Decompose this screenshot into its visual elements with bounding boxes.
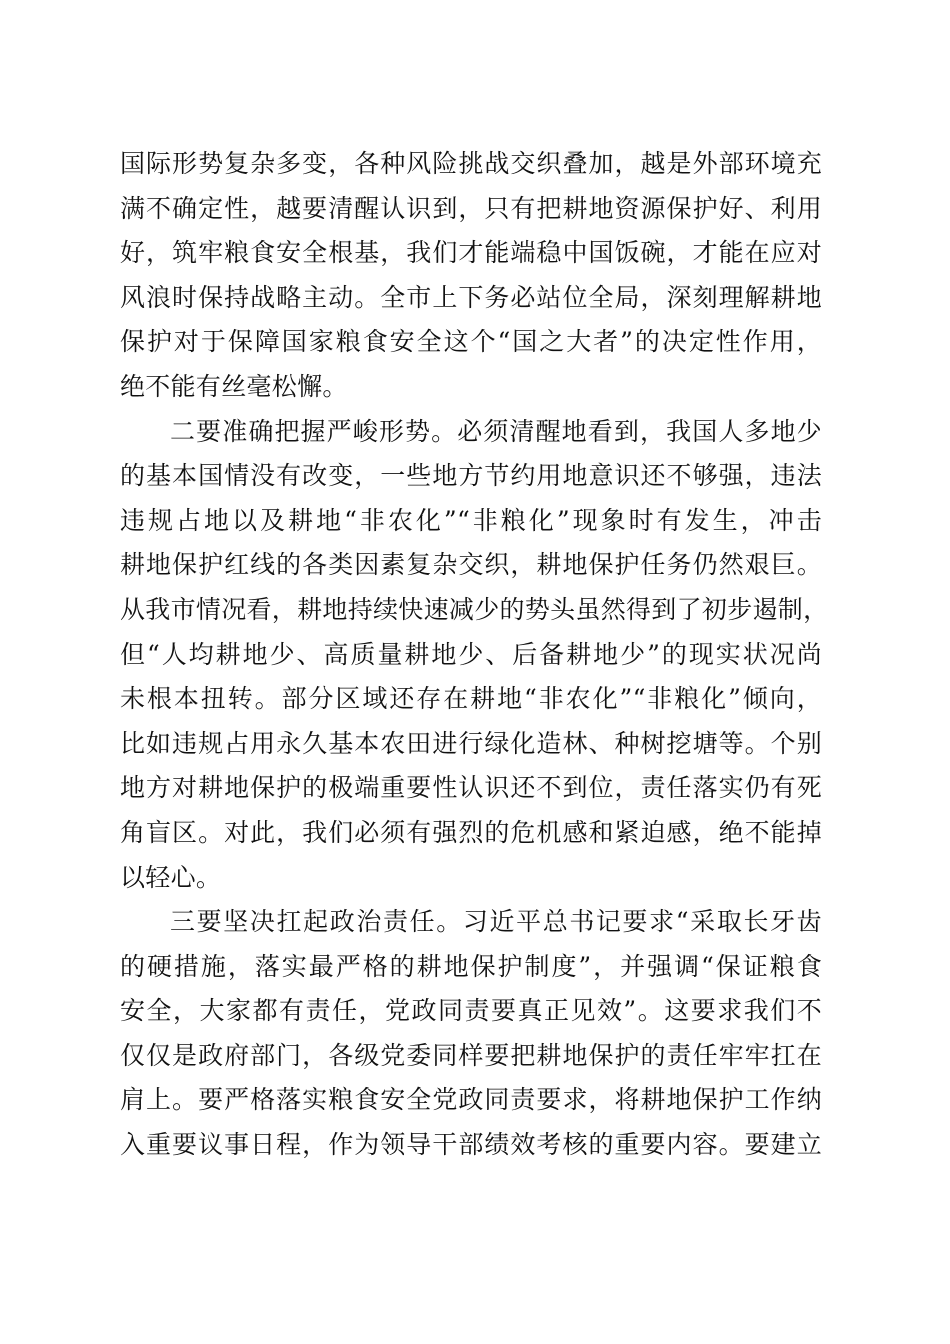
text-line: 二要准确把握严峻形势。必须清醒地看到，我国人多地少 <box>170 416 822 446</box>
text-line: 三要坚决扛起政治责任。习近平总书记要求“采取长牙齿 <box>170 907 822 937</box>
text-line: 肩上。要严格落实粮食安全党政同责要求，将耕地保护工作纳 <box>120 1085 822 1115</box>
text-line: 绝不能有丝毫松懈。 <box>120 371 348 401</box>
text-line: 仅仅是政府部门，各级党委同样要把耕地保护的责任牢牢扛在 <box>120 1040 822 1070</box>
text-line: 地方对耕地保护的极端重要性认识还不到位，责任落实仍有死 <box>120 773 822 803</box>
text-line: 但“人均耕地少、高质量耕地少、后备耕地少”的现实状况尚 <box>120 639 822 669</box>
text-line: 好，筑牢粮食安全根基，我们才能端稳中国饭碗，才能在应对 <box>120 238 822 268</box>
text-line: 角盲区。对此，我们必须有强烈的危机感和紧迫感，绝不能掉 <box>120 817 822 847</box>
text-line: 入重要议事日程，作为领导干部绩效考核的重要内容。要建立 <box>120 1130 822 1160</box>
text-line: 保护对于保障国家粮食安全这个“国之大者”的决定性作用， <box>120 327 822 357</box>
text-line: 从我市情况看，耕地持续快速减少的势头虽然得到了初步遏制， <box>120 594 829 624</box>
text-line: 国际形势复杂多变，各种风险挑战交织叠加，越是外部环境充 <box>120 149 822 178</box>
paragraph-2 <box>120 410 829 901</box>
text-line: 风浪时保持战略主动。全市上下务必站位全局，深刻理解耕地 <box>120 282 822 312</box>
paragraph-3 <box>120 900 822 1168</box>
text-line: 未根本扭转。部分区域还存在耕地“非农化”“非粮化”倾向， <box>120 684 822 714</box>
text-line: 比如违规占用永久基本农田进行绿化造林、种树挖塘等。个别 <box>120 728 822 758</box>
text-line: 安全，大家都有责任，党政同责要真正见效”。这要求我们不 <box>120 996 822 1026</box>
body-text <box>120 142 829 1168</box>
text-line: 满不确定性，越要清醒认识到，只有把耕地资源保护好、利用 <box>120 193 822 223</box>
text-line: 耕地保护红线的各类因素复杂交织，耕地保护任务仍然艰巨。 <box>120 550 822 580</box>
text-line: 的硬措施，落实最严格的耕地保护制度”，并强调“保证粮食 <box>120 951 822 981</box>
text-line: 的基本国情没有改变，一些地方节约用地意识还不够强，违法 <box>120 461 822 491</box>
text-line: 违规占地以及耕地“非农化”“非粮化”现象时有发生，冲击 <box>120 505 822 535</box>
paragraph-1 <box>120 142 822 410</box>
text-line: 以轻心。 <box>120 862 222 892</box>
